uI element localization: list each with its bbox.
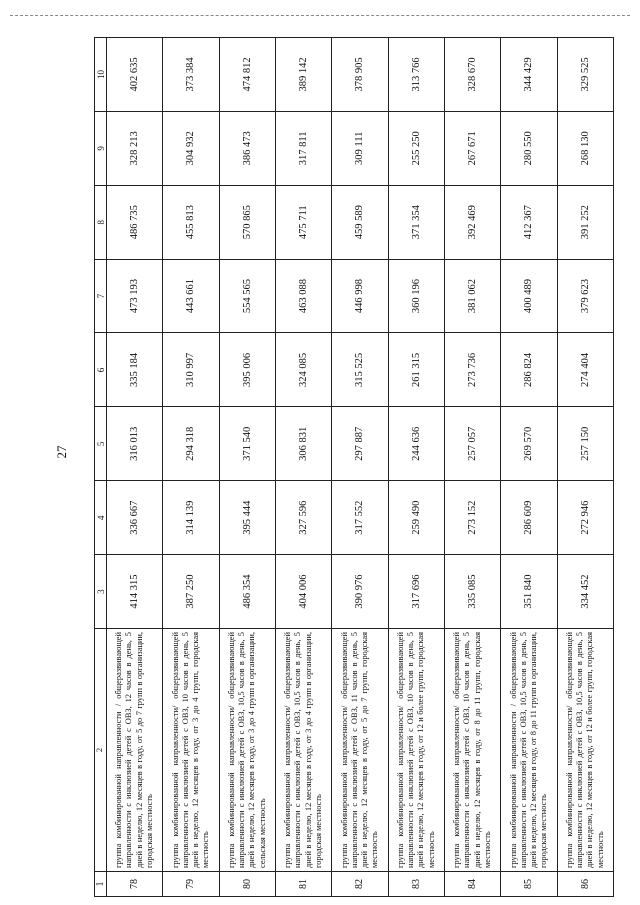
row-number: 81 — [275, 872, 331, 897]
cost-value: 371 354 — [388, 185, 444, 259]
table-row — [332, 38, 388, 897]
page-number: 27 — [54, 445, 69, 459]
cost-value: 414 315 — [107, 555, 163, 629]
cost-value: 446 998 — [332, 259, 388, 333]
cost-value: 554 565 — [219, 259, 275, 333]
cost-value: 371 540 — [219, 407, 275, 481]
group-description: группа комбинированной направленности/ общеразвивающей направленности с инклюзией детей с ОВЗ, 10 часов в день, 5 дней в неделю, 12 месяцев в году, от 12 и более групп, городская местность — [388, 629, 444, 872]
cost-value: 261 315 — [388, 333, 444, 407]
cost-value: 286 824 — [501, 333, 557, 407]
cost-value: 310 997 — [163, 333, 219, 407]
cost-value: 306 831 — [275, 407, 331, 481]
cost-value: 297 887 — [332, 407, 388, 481]
row-number: 82 — [332, 872, 388, 897]
cost-value: 269 570 — [501, 407, 557, 481]
cost-value: 304 932 — [163, 111, 219, 185]
group-description: группа комбинированной направленности/ общеразвивающей направленности с инклюзией детей с ОВЗ, 10,5 часов в день, 5 дней в неделю, 12 месяцев в году, от 12 и более групп, городская местность — [557, 629, 613, 872]
group-description: группа комбинированной направленности / общеразвивающей направленности с инклюзией детей с ОВЗ, 12 часов в день, 5 дней в неделю, 12 месяцев в году, от 5 до 7 групп в организации, городская местность — [107, 629, 163, 872]
cost-value: 443 661 — [163, 259, 219, 333]
table-row — [501, 38, 557, 897]
cost-value: 378 905 — [332, 38, 388, 112]
cost-value: 336 667 — [107, 481, 163, 555]
cost-value: 335 184 — [107, 333, 163, 407]
cost-value: 316 013 — [107, 407, 163, 481]
row-number: 83 — [388, 872, 444, 897]
cost-value: 391 252 — [557, 185, 613, 259]
column-header: 6 — [95, 333, 107, 407]
cost-value: 387 250 — [163, 555, 219, 629]
cost-value: 313 766 — [388, 38, 444, 112]
column-header: 9 — [95, 111, 107, 185]
cost-value: 257 057 — [444, 407, 500, 481]
cost-value: 274 404 — [557, 333, 613, 407]
column-header: 1 — [95, 872, 107, 897]
cost-value: 273 736 — [444, 333, 500, 407]
cost-value: 259 490 — [388, 481, 444, 555]
row-number: 79 — [163, 872, 219, 897]
cost-value: 273 152 — [444, 481, 500, 555]
row-number: 80 — [219, 872, 275, 897]
cost-value: 317 696 — [388, 555, 444, 629]
cost-value: 257 150 — [557, 407, 613, 481]
row-number: 85 — [501, 872, 557, 897]
cost-value: 360 196 — [388, 259, 444, 333]
cost-value: 395 444 — [219, 481, 275, 555]
table-row — [163, 38, 219, 897]
group-description: группа комбинированной направленности/ общеразвивающей направленности с инклюзией детей с ОВЗ, 10,5 часов в день, 5 дней в неделю, 12 месяцев в году, от 3 до 4 групп в организации, сельская местность — [219, 629, 275, 872]
table-row — [275, 38, 331, 897]
cost-value: 386 473 — [219, 111, 275, 185]
row-number: 86 — [557, 872, 613, 897]
cost-value: 570 865 — [219, 185, 275, 259]
cost-value: 381 062 — [444, 259, 500, 333]
cost-value: 474 812 — [219, 38, 275, 112]
cost-value: 329 525 — [557, 38, 613, 112]
table-row — [557, 38, 613, 897]
cost-value: 344 429 — [501, 38, 557, 112]
cost-value: 314 139 — [163, 481, 219, 555]
cost-value: 486 354 — [219, 555, 275, 629]
cost-value: 309 111 — [332, 111, 388, 185]
cost-value: 328 213 — [107, 111, 163, 185]
column-header: 2 — [95, 629, 107, 872]
column-header: 5 — [95, 407, 107, 481]
cost-value: 244 636 — [388, 407, 444, 481]
row-number: 84 — [444, 872, 500, 897]
group-description: группа комбинированной направленности/ общеразвивающей направленности с инклюзией детей с ОВЗ, 11 часов в день, 5 дней в неделю, 12 месяцев в году, от 5 до 7 групп, городская местность — [332, 629, 388, 872]
cost-value: 395 006 — [219, 333, 275, 407]
cost-value: 268 130 — [557, 111, 613, 185]
table-row — [388, 38, 444, 897]
column-header: 3 — [95, 555, 107, 629]
column-header: 8 — [95, 185, 107, 259]
cost-value: 412 367 — [501, 185, 557, 259]
cost-value: 324 085 — [275, 333, 331, 407]
cost-value: 473 193 — [107, 259, 163, 333]
cost-value: 328 670 — [444, 38, 500, 112]
cost-value: 280 550 — [501, 111, 557, 185]
rotated-table-container — [94, 37, 614, 897]
column-header: 10 — [95, 38, 107, 112]
cost-value: 402 635 — [107, 38, 163, 112]
top-dashed-line — [10, 15, 630, 16]
header-row — [95, 38, 107, 897]
cost-value: 400 489 — [501, 259, 557, 333]
column-header: 4 — [95, 481, 107, 555]
cost-value: 379 623 — [557, 259, 613, 333]
column-header: 7 — [95, 259, 107, 333]
cost-value: 390 976 — [332, 555, 388, 629]
cost-value: 315 525 — [332, 333, 388, 407]
cost-value: 327 596 — [275, 481, 331, 555]
group-description: группа комбинированной направленности/ общеразвивающей направленности с инклюзией детей с ОВЗ, 10 часов в день, 5 дней в неделю, 12 месяцев в году, от 8 до 11 групп, городская местность — [444, 629, 500, 872]
row-number: 78 — [107, 872, 163, 897]
cost-value: 459 589 — [332, 185, 388, 259]
cost-value: 475 711 — [275, 185, 331, 259]
cost-value: 455 813 — [163, 185, 219, 259]
cost-table — [94, 37, 614, 897]
cost-value: 392 469 — [444, 185, 500, 259]
table-body — [107, 38, 614, 897]
cost-value: 373 384 — [163, 38, 219, 112]
cost-value: 486 735 — [107, 185, 163, 259]
cost-value: 294 318 — [163, 407, 219, 481]
group-description: группа комбинированной направленности/ общеразвивающей направленности с инклюзией детей с ОВЗ, 10,5 часов в день, 5 дней в неделю, 12 месяцев в году, от 3 до 4 групп в организации, городская местность — [275, 629, 331, 872]
cost-value: 255 250 — [388, 111, 444, 185]
cost-value: 267 671 — [444, 111, 500, 185]
table-row — [444, 38, 500, 897]
group-description: группа комбинированной направленности/ общеразвивающей направленности с инклюзией детей с ОВЗ, 10 часов в день, 5 дней в неделю, 12 месяцев в году, от 3 до 4 групп, городская местность — [163, 629, 219, 872]
cost-value: 317 552 — [332, 481, 388, 555]
cost-value: 317 811 — [275, 111, 331, 185]
cost-value: 272 946 — [557, 481, 613, 555]
cost-value: 389 142 — [275, 38, 331, 112]
table-row — [219, 38, 275, 897]
cost-value: 334 452 — [557, 555, 613, 629]
cost-value: 463 088 — [275, 259, 331, 333]
cost-value: 404 006 — [275, 555, 331, 629]
table-row — [107, 38, 163, 897]
cost-value: 286 609 — [501, 481, 557, 555]
cost-value: 335 085 — [444, 555, 500, 629]
cost-value: 351 840 — [501, 555, 557, 629]
group-description: группа комбинированной направленности / общеразвивающей направленности с инклюзией детей с ОВЗ, 10,5 часов в день, 5 дней в неделю, 12 месяцев в году, от 8 до 11 групп в организации, городская местность — [501, 629, 557, 872]
